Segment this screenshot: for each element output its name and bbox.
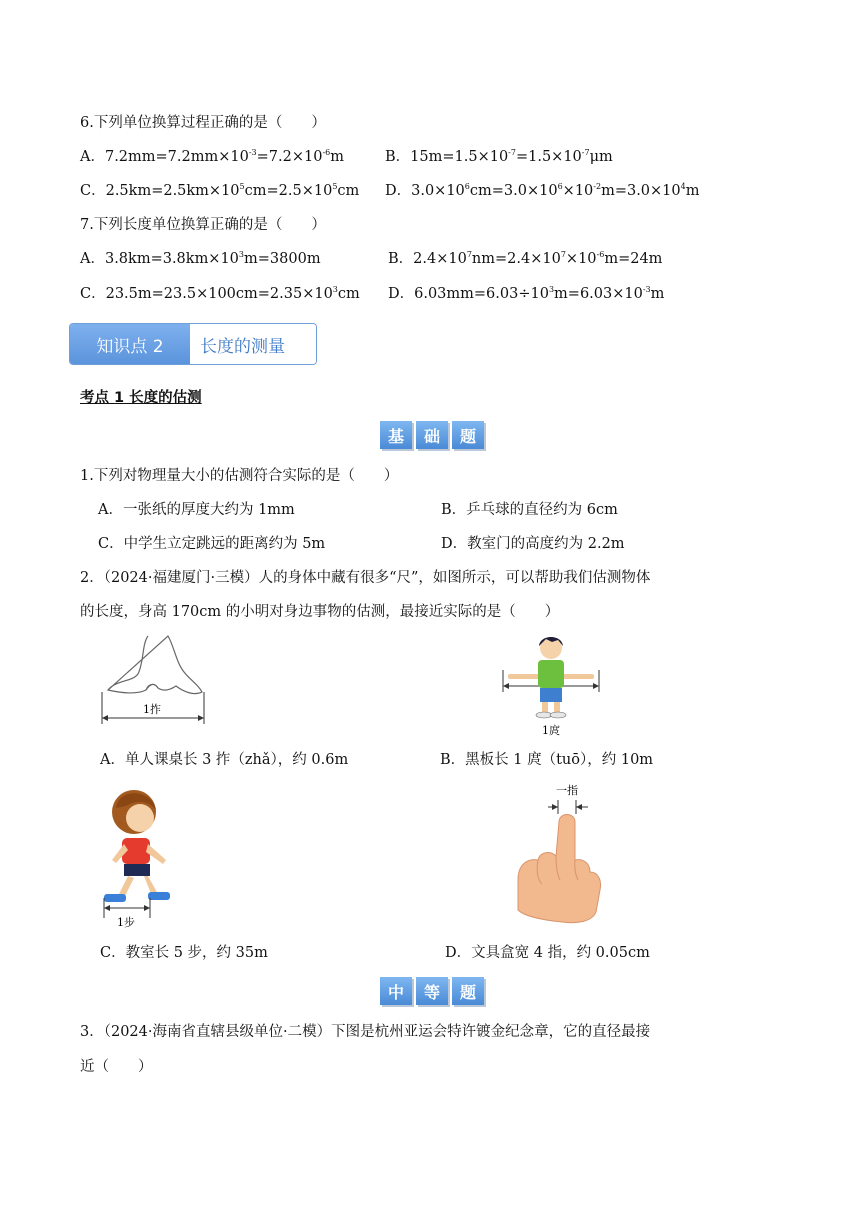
q6-option-a: A．$7.2mm=7.2mm\times 10^{-3}=7.2\times 10^{-6}m$ [80, 148, 344, 165]
q1-option-d: D．教室门的高度约为 2.2m [441, 536, 625, 552]
q7-option-b: B．$2.4\times 10^7nm=2.4\times 10^7\times 10^{-6}m=24m$ [388, 250, 663, 267]
q6-option-c: C．$2.5km=2.5km\times 10^5cm=2.5\times 10^5cm$ [80, 182, 360, 199]
level-badge-medium [380, 977, 484, 1005]
section-name: 长度的测量 [190, 324, 316, 364]
q2-option-b: B．黑板长 1 庹（tuō），约 10m [440, 752, 654, 768]
figure-label-zhi: 一指 [556, 784, 578, 797]
q3-stem-line1: 3．（2024·海南省直辖县级单位·二模）下图是杭州亚运会特许镀金纪念章，它的直径最接 [80, 1024, 651, 1040]
section-header [69, 323, 317, 365]
q6-option-b: B．$15m=1.5\times 10^{-7}=1.5\times 10^{-7}\mu m$ [385, 148, 613, 165]
q1-option-a: A．一张纸的厚度大约为 1mm [98, 502, 295, 518]
q2-stem-line2: 的长度，身高 170cm 的小明对身边事物的估测，最接近实际的是（ ） [80, 604, 560, 620]
kaodian-heading: 考点 1 长度的估测 [80, 390, 202, 406]
level-char: 等 [416, 977, 448, 1005]
figure-label-zha: 1拃 [143, 703, 161, 716]
level-char: 础 [416, 421, 448, 449]
q1-option-c: C．中学生立定跳远的距离约为 5m [98, 536, 326, 552]
figure-step [96, 782, 176, 932]
level-char: 基 [380, 421, 412, 449]
figure-hand-span [98, 632, 210, 732]
q7-option-d: D．$6.03mm=6.03\div 10^3m=6.03\times 10^{-3}m$ [388, 285, 665, 302]
q7-option-c: C．$23.5m=23.5\times 100cm=2.35\times 10^3cm$ [80, 285, 360, 302]
q2-option-c: C．教室长 5 步，约 35m [100, 945, 268, 961]
figure-label-tuo: 1庹 [542, 724, 560, 737]
level-badge-basic [380, 421, 484, 449]
figure-label-bu: 1步 [117, 916, 135, 929]
level-char: 题 [452, 421, 484, 449]
q7-option-a: A．$3.8km=3.8km\times 10^3m=3800m$ [80, 250, 321, 267]
q3-stem-line2: 近（ ） [80, 1059, 153, 1075]
q7-stem: 7.下列长度单位换算正确的是（ ） [80, 217, 326, 233]
level-char: 题 [452, 977, 484, 1005]
q6-stem: 6.下列单位换算过程正确的是（ ） [80, 115, 326, 131]
figure-arm-span [500, 630, 602, 740]
q1-stem: 1.下列对物理量大小的估测符合实际的是（ ） [80, 468, 399, 484]
q1-option-b: B．乒乓球的直径约为 6cm [441, 502, 618, 518]
section-tag: 知识点 2 [70, 324, 190, 364]
figure-finger [512, 780, 608, 926]
q6-option-d: D．$3.0\times 10^6cm=3.0\times 10^6\times 10^{-2}m=3.0\times 10^4m$ [385, 182, 700, 199]
q2-option-a: A．单人课桌长 3 拃（zhǎ），约 0.6m [100, 752, 349, 768]
level-char: 中 [380, 977, 412, 1005]
q2-option-d: D．文具盒宽 4 指，约 0.05cm [445, 945, 650, 961]
q2-stem-line1: 2．（2024·福建厦门·三模）人的身体中藏有很多“尺”，如图所示，可以帮助我们估测物体 [80, 570, 651, 586]
